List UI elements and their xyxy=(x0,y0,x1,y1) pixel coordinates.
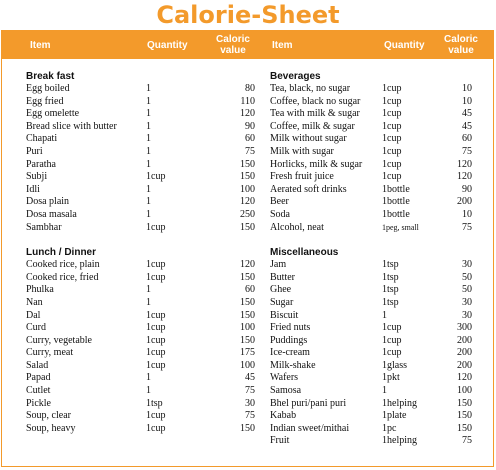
item-name: Pickle xyxy=(26,397,51,409)
table-row xyxy=(270,360,480,373)
item-name: Egg boiled xyxy=(26,83,70,94)
item-calories: 10 xyxy=(462,83,472,94)
item-calories: 110 xyxy=(240,95,255,107)
item-quantity: 1tsp xyxy=(382,284,399,296)
item-calories: 200 xyxy=(457,334,472,346)
item-calories: 120 xyxy=(240,259,255,271)
header-item-right: Item xyxy=(272,40,293,51)
item-quantity: 1cup xyxy=(146,347,166,359)
item-calories: 30 xyxy=(462,309,472,321)
item-quantity: 1cup xyxy=(382,133,402,145)
item-calories: 60 xyxy=(245,284,255,296)
item-quantity: 1cup xyxy=(146,422,166,434)
item-calories: 200 xyxy=(457,347,472,359)
item-quantity: 1cup xyxy=(146,322,166,334)
table-row xyxy=(26,222,258,235)
table-row xyxy=(270,310,480,323)
table-row xyxy=(26,196,258,209)
item-calories: 100 xyxy=(457,385,472,397)
item-name: Salad xyxy=(26,359,49,371)
header-item-left: Item xyxy=(30,40,51,51)
item-quantity: 1 xyxy=(146,196,151,208)
item-name: Milk without sugar xyxy=(270,133,347,145)
beverages-list xyxy=(270,83,480,234)
item-calories: 175 xyxy=(240,347,255,359)
item-quantity: 1cup xyxy=(146,271,166,283)
item-calories: 30 xyxy=(462,259,472,271)
misc-list xyxy=(270,259,480,448)
item-name: Indian sweet/mithai xyxy=(270,422,350,434)
left-column xyxy=(26,71,258,435)
item-name: Ghee xyxy=(270,284,292,296)
item-name: Curry, meat xyxy=(26,347,74,359)
item-name: Tea, black, no sugar xyxy=(270,83,351,94)
item-calories: 150 xyxy=(240,422,255,434)
table-row xyxy=(270,222,480,235)
item-calories: 60 xyxy=(462,133,472,145)
item-name: Samosa xyxy=(270,385,302,397)
item-quantity: 1cup xyxy=(382,158,402,170)
section-title-breakfast: Break fast xyxy=(26,71,75,82)
item-calories: 120 xyxy=(240,108,255,120)
table-row xyxy=(270,108,480,121)
item-name: Alcohol, neat xyxy=(270,221,324,233)
item-calories: 150 xyxy=(240,171,255,183)
item-quantity: 1glass xyxy=(382,359,407,371)
table-row xyxy=(270,435,480,448)
table-row xyxy=(270,259,480,272)
item-quantity: 1 xyxy=(146,108,151,120)
item-quantity: 1 xyxy=(146,284,151,296)
table-row xyxy=(26,272,258,285)
item-calories: 100 xyxy=(240,359,255,371)
item-name: Sambhar xyxy=(26,221,62,233)
table-row xyxy=(26,133,258,146)
table-row xyxy=(26,259,258,272)
item-quantity: 1 xyxy=(146,208,151,220)
item-name: Ice-cream xyxy=(270,347,310,359)
item-quantity: 1 xyxy=(146,183,151,195)
table-row xyxy=(270,372,480,385)
item-quantity: 1 xyxy=(146,120,151,132)
item-name: Kabab xyxy=(270,410,297,422)
item-quantity: 1cup xyxy=(382,145,402,157)
item-calories: 300 xyxy=(457,322,472,334)
item-calories: 120 xyxy=(457,372,472,384)
item-calories: 150 xyxy=(240,271,255,283)
section-title-lunch: Lunch / Dinner xyxy=(26,247,96,259)
item-quantity: 1tsp xyxy=(382,296,399,308)
table-row xyxy=(26,108,258,121)
item-name: Wafers xyxy=(270,372,299,384)
item-quantity: 1 xyxy=(382,385,387,397)
item-name: Paratha xyxy=(26,158,56,170)
item-calories: 30 xyxy=(245,397,255,409)
section-title-beverages: Beverages xyxy=(270,71,321,82)
page-title: Calorie-Sheet xyxy=(156,1,340,29)
item-calories: 150 xyxy=(240,309,255,321)
item-name: Bread slice with butter xyxy=(26,120,117,132)
table-row xyxy=(26,347,258,360)
item-quantity: 1cup xyxy=(146,334,166,346)
table-row xyxy=(26,171,258,184)
item-quantity: 1tsp xyxy=(382,259,399,271)
item-quantity: 1bottle xyxy=(382,208,410,220)
item-name: Milk-shake xyxy=(270,359,316,371)
table-row xyxy=(270,96,480,109)
table-row xyxy=(270,83,480,96)
table-row xyxy=(270,171,480,184)
item-calories: 150 xyxy=(240,158,255,170)
item-calories: 75 xyxy=(462,435,472,447)
header-quantity-right: Quantity xyxy=(384,40,425,51)
item-calories: 45 xyxy=(462,120,472,132)
item-name: Sugar xyxy=(270,296,294,308)
item-name: Papad xyxy=(26,372,51,384)
item-quantity: 1bottle xyxy=(382,183,410,195)
item-quantity: 1cup xyxy=(146,171,166,183)
item-quantity: 1 xyxy=(146,95,151,107)
item-name: Butter xyxy=(270,271,295,283)
item-name: Soda xyxy=(270,208,290,220)
item-quantity: 1cup xyxy=(146,221,166,233)
item-quantity: 1cup xyxy=(382,171,402,183)
item-calories: 50 xyxy=(462,271,472,283)
table-row xyxy=(26,159,258,172)
item-calories: 250 xyxy=(240,208,255,220)
item-name: Jam xyxy=(270,259,287,271)
item-calories: 200 xyxy=(457,196,472,208)
item-quantity: 1tsp xyxy=(146,397,163,409)
item-calories: 90 xyxy=(245,120,255,132)
table-row xyxy=(26,410,258,423)
table-row xyxy=(26,284,258,297)
item-name: Dosa plain xyxy=(26,196,70,208)
item-name: Idli xyxy=(26,183,40,195)
item-calories: 150 xyxy=(457,397,472,409)
item-name: Soup, heavy xyxy=(26,422,76,434)
item-name: Nan xyxy=(26,296,43,308)
item-quantity: 1tsp xyxy=(382,271,399,283)
item-calories: 75 xyxy=(245,145,255,157)
table-row xyxy=(270,209,480,222)
table-row xyxy=(270,385,480,398)
item-name: Fresh fruit juice xyxy=(270,171,334,183)
item-quantity: 1cup xyxy=(382,83,402,94)
table-row xyxy=(270,121,480,134)
item-name: Milk with sugar xyxy=(270,145,334,157)
table-row xyxy=(26,398,258,411)
table-row xyxy=(26,335,258,348)
item-name: Aerated soft drinks xyxy=(270,183,347,195)
item-quantity: 1 xyxy=(146,385,151,397)
item-name: Fruit xyxy=(270,435,290,447)
item-quantity: 1cup xyxy=(382,347,402,359)
item-quantity: 1cup xyxy=(382,120,402,132)
item-calories: 120 xyxy=(457,171,472,183)
table-row xyxy=(270,133,480,146)
item-quantity: 1 xyxy=(146,296,151,308)
item-calories: 10 xyxy=(462,208,472,220)
item-calories: 120 xyxy=(457,158,472,170)
table-header xyxy=(2,31,493,59)
item-quantity: 1peg, small xyxy=(382,222,419,232)
item-name: Subji xyxy=(26,171,48,183)
item-calories: 150 xyxy=(240,296,255,308)
item-calories: 75 xyxy=(245,410,255,422)
item-name: Soup, clear xyxy=(26,410,71,422)
item-quantity: 1cup xyxy=(382,334,402,346)
table-row xyxy=(26,96,258,109)
table-row xyxy=(270,347,480,360)
item-calories: 150 xyxy=(457,410,472,422)
item-calories: 50 xyxy=(462,284,472,296)
item-quantity: 1pc xyxy=(382,422,397,434)
header-caloric-right: Caloric value xyxy=(444,34,478,56)
table-row xyxy=(270,272,480,285)
item-quantity: 1pkt xyxy=(382,372,400,384)
item-quantity: 1cup xyxy=(146,309,166,321)
item-calories: 45 xyxy=(462,108,472,120)
item-calories: 75 xyxy=(462,221,472,233)
item-calories: 120 xyxy=(240,196,255,208)
item-name: Chapati xyxy=(26,133,58,145)
lunch-list xyxy=(26,259,258,435)
item-name: Phulka xyxy=(26,284,54,296)
item-name: Dal xyxy=(26,309,41,321)
table-row xyxy=(270,297,480,310)
item-quantity: 1 xyxy=(146,83,151,94)
header-caloric-left: Caloric value xyxy=(216,34,250,56)
item-calories: 90 xyxy=(462,183,472,195)
item-name: Egg fried xyxy=(26,95,64,107)
table-row xyxy=(270,159,480,172)
item-calories: 75 xyxy=(462,145,472,157)
item-calories: 200 xyxy=(457,359,472,371)
table-row xyxy=(26,360,258,373)
item-quantity: 1cup xyxy=(146,359,166,371)
item-name: Biscuit xyxy=(270,309,299,321)
table-row xyxy=(26,310,258,323)
item-calories: 75 xyxy=(245,385,255,397)
item-name: Coffee, black no sugar xyxy=(270,95,361,107)
table-row xyxy=(26,322,258,335)
calorie-table xyxy=(1,30,494,467)
header-quantity-left: Quantity xyxy=(147,40,188,51)
item-quantity: 1cup xyxy=(382,322,402,334)
table-row xyxy=(270,410,480,423)
item-name: Tea with milk & sugar xyxy=(270,108,360,120)
item-quantity: 1cup xyxy=(382,108,402,120)
item-calories: 150 xyxy=(240,334,255,346)
table-row xyxy=(26,83,258,96)
item-quantity: 1 xyxy=(146,145,151,157)
item-calories: 150 xyxy=(457,422,472,434)
item-name: Beer xyxy=(270,196,289,208)
item-quantity: 1 xyxy=(382,309,387,321)
table-row xyxy=(26,372,258,385)
table-row xyxy=(270,284,480,297)
item-calories: 100 xyxy=(240,322,255,334)
item-name: Bhel puri/pani puri xyxy=(270,397,347,409)
item-name: Curry, vegetable xyxy=(26,334,92,346)
table-row xyxy=(270,322,480,335)
item-calories: 10 xyxy=(462,95,472,107)
item-name: Dosa masala xyxy=(26,208,77,220)
right-column xyxy=(270,71,480,448)
item-name: Curd xyxy=(26,322,46,334)
breakfast-list xyxy=(26,83,258,234)
item-name: Puri xyxy=(26,145,43,157)
item-calories: 60 xyxy=(245,133,255,145)
section-title-misc: Miscellaneous xyxy=(270,247,339,259)
item-calories: 150 xyxy=(240,221,255,233)
table-row xyxy=(26,146,258,159)
item-name: Puddings xyxy=(270,334,308,346)
item-calories: 100 xyxy=(240,183,255,195)
table-row xyxy=(26,209,258,222)
table-row xyxy=(26,423,258,436)
item-quantity: 1helping xyxy=(382,435,417,447)
table-row xyxy=(270,398,480,411)
table-row xyxy=(270,423,480,436)
item-quantity: 1cup xyxy=(382,95,402,107)
item-name: Coffee, milk & sugar xyxy=(270,120,355,132)
item-name: Cooked rice, plain xyxy=(26,259,100,271)
item-quantity: 1 xyxy=(146,133,151,145)
table-row xyxy=(26,184,258,197)
item-name: Fried nuts xyxy=(270,322,311,334)
item-quantity: 1plate xyxy=(382,410,407,422)
item-quantity: 1cup xyxy=(146,259,166,271)
table-row xyxy=(26,297,258,310)
item-name: Egg omelette xyxy=(26,108,80,120)
item-name: Cutlet xyxy=(26,385,51,397)
table-row xyxy=(26,385,258,398)
item-calories: 80 xyxy=(245,83,255,94)
table-row xyxy=(270,335,480,348)
item-calories: 30 xyxy=(462,296,472,308)
table-row xyxy=(270,146,480,159)
item-name: Cooked rice, fried xyxy=(26,271,99,283)
table-row xyxy=(270,196,480,209)
item-quantity: 1 xyxy=(146,158,151,170)
item-quantity: 1bottle xyxy=(382,196,410,208)
table-row xyxy=(26,121,258,134)
item-calories: 45 xyxy=(245,372,255,384)
item-quantity: 1cup xyxy=(146,410,166,422)
item-quantity: 1helping xyxy=(382,397,417,409)
item-name: Horlicks, milk & sugar xyxy=(270,158,363,170)
item-quantity: 1 xyxy=(146,372,151,384)
table-row xyxy=(270,184,480,197)
